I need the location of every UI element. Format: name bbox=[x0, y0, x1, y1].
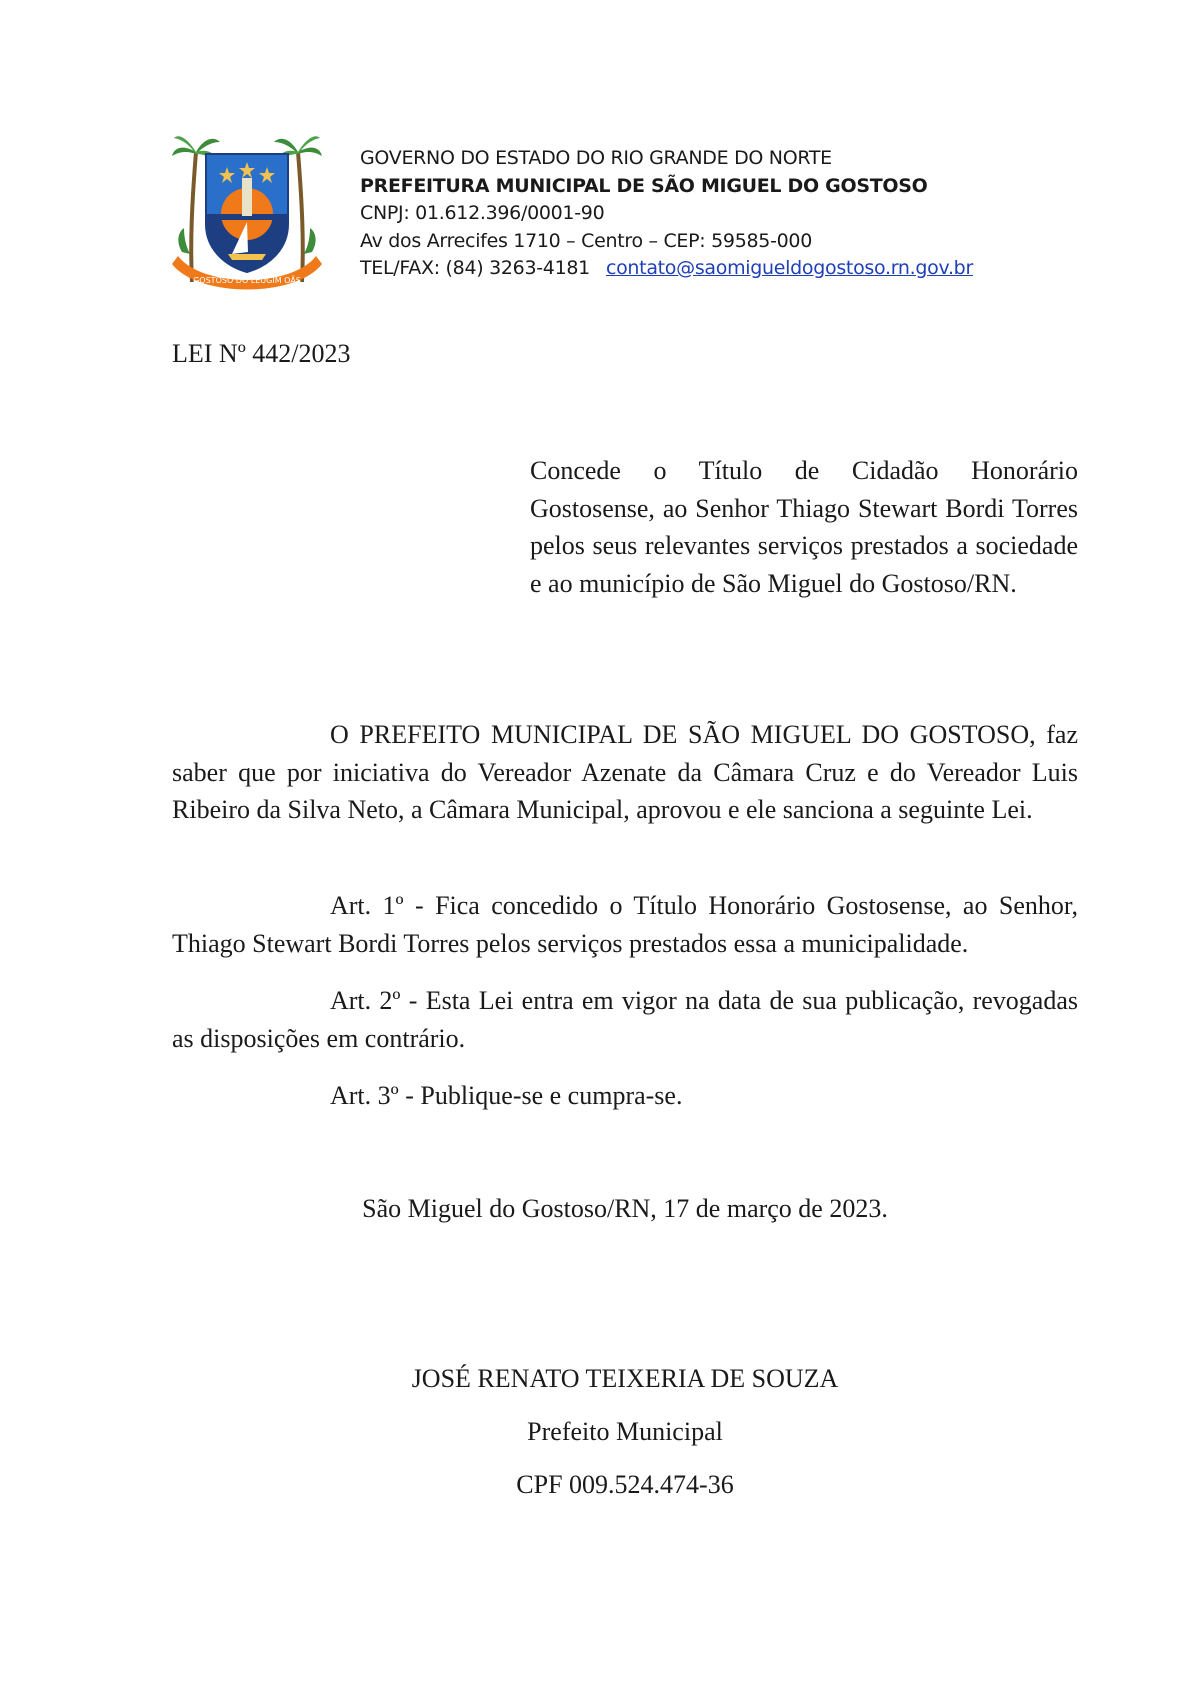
article-3: Art. 3º - Publique-se e cumpra-se. bbox=[330, 1081, 683, 1110]
contact-email-link[interactable]: contato@saomigueldogostoso.rn.gov.br bbox=[605, 257, 973, 279]
preamble-paragraph: O PREFEITO MUNICIPAL DE SÃO MIGUEL DO GOSTOSO, faz saber que por iniciativa do Vereador Azenate da Câmara Cruz e do Vereador Luis Ribeiro da Silva Neto, a Câmara Municipal, aprovou e ele sanciona a seguinte Lei. bbox=[172, 720, 1078, 824]
letterhead-prefecture: PREFEITURA MUNICIPAL DE SÃO MIGUEL DO GOSTOSO bbox=[360, 174, 928, 197]
article-2: Art. 2º - Esta Lei entra em vigor na data de sua publicação, revogadas as disposições em contrário. bbox=[172, 986, 1078, 1053]
municipal-crest-icon bbox=[172, 132, 322, 294]
letterhead-address: Av dos Arrecifes 1710 – Centro – CEP: 59585-000 bbox=[360, 229, 813, 252]
law-summary: Concede o Título de Cidadão Honorário Gostosense, ao Senhor Thiago Stewart Bordi Torres pelos seus relevantes serviços prestados a sociedade e ao município de São Miguel do Gostoso/RN. bbox=[530, 456, 1078, 598]
article-1: Art. 1º - Fica concedido o Título Honorário Gostosense, ao Senhor, Thiago Stewart Bordi Torres pelos serviços prestados essa a municipalidade. bbox=[172, 891, 1078, 958]
law-number: LEI Nº 442/2023 bbox=[172, 339, 351, 368]
letterhead-government: GOVERNO DO ESTADO DO RIO GRANDE DO NORTE bbox=[360, 147, 832, 169]
signatory-name: JOSÉ RENATO TEIXERIA DE SOUZA bbox=[411, 1364, 839, 1393]
date-line: São Miguel do Gostoso/RN, 17 de março de 2023. bbox=[362, 1194, 888, 1223]
letterhead-phone: TEL/FAX: (84) 3263-4181 bbox=[360, 257, 590, 279]
letterhead bbox=[360, 145, 973, 283]
crest-banner-text: GOSTOSO DO LEUGIM OÃS bbox=[193, 276, 301, 285]
signatory-role: Prefeito Municipal bbox=[527, 1417, 723, 1446]
signatory-cpf: CPF 009.524.474-36 bbox=[516, 1470, 734, 1499]
letterhead-cnpj: CNPJ: 01.612.396/0001-90 bbox=[360, 202, 605, 224]
letterhead-contact bbox=[360, 255, 973, 283]
crest-shield bbox=[206, 154, 288, 272]
